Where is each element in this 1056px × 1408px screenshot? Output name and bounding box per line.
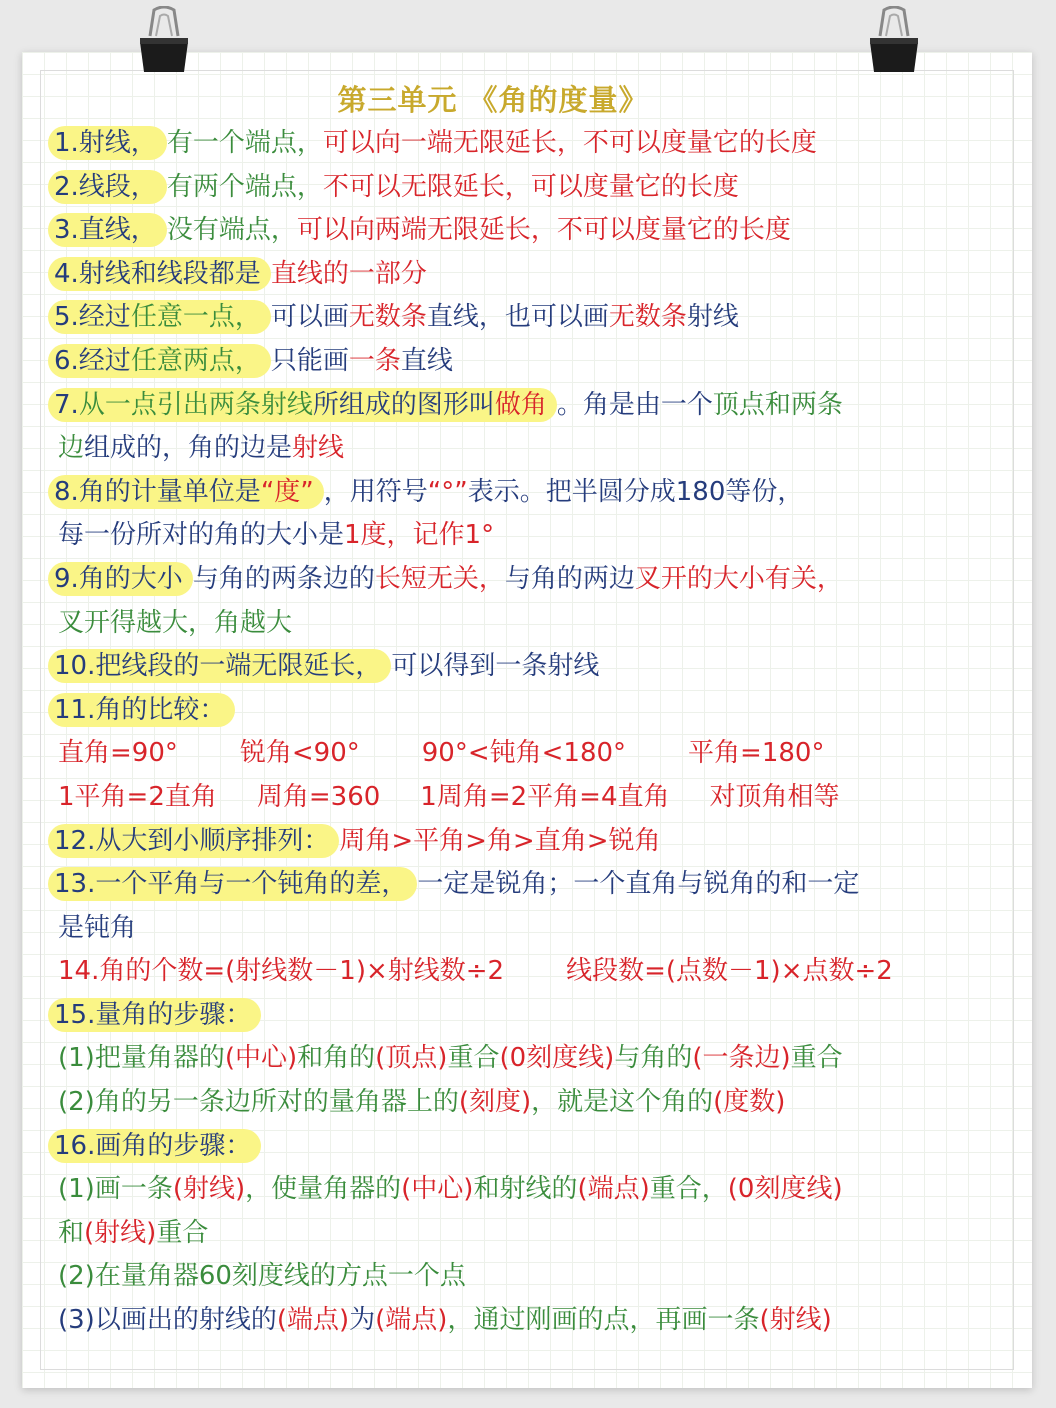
list-item: 12.从大到小顺序排列： 周角>平角>角>直角>锐角: [58, 820, 1008, 864]
list-item: 5.经过任意一点， 可以画无数条直线，也可以画无数条射线: [58, 296, 1008, 340]
item-number: 2.线段，: [48, 170, 167, 204]
item-number: 7.: [54, 389, 79, 420]
item-number: 11.角的比较：: [48, 693, 235, 727]
step-line: (2)在量角器60刻度线的方点一个点: [58, 1261, 466, 1292]
item-number: 4.射线和线段都是: [48, 257, 271, 291]
list-item-continued: 是钝角: [58, 912, 137, 943]
comparison-row-2: 1平角=2直角 周角=360 1周角=2平角=4直角 对顶角相等: [58, 781, 840, 812]
step-line: (1)把量角器的(中心)和角的(顶点)重合(0刻度线)与角的(一条边)重合: [58, 1043, 843, 1074]
notes-content: [54, 122, 1008, 1343]
list-item: [54, 1125, 1008, 1169]
item-number: 10.把线段的一端无限延长，: [48, 649, 391, 683]
list-item: [54, 994, 1008, 1038]
item-number: 6.经过: [54, 345, 131, 376]
item-number: 12.从大到小顺序排列：: [48, 824, 339, 858]
step-line: 和(射线)重合: [58, 1217, 209, 1248]
list-item: 8.角的计量单位是“度” ，用符号“°”表示。把半圆分成180等份，: [58, 471, 1008, 515]
list-item: 2.线段， 有两个端点，不可以无限延长，可以度量它的长度: [58, 166, 1008, 210]
item-number: 13.一个平角与一个钝角的差，: [48, 867, 417, 901]
item-number: 3.直线，: [48, 213, 167, 247]
step-line: (1)画一条(射线)，使量角器的(中心)和射线的(端点)重合，(0刻度线): [58, 1174, 843, 1205]
item-number: 16.画角的步骤：: [48, 1129, 261, 1163]
binder-clip-icon: [136, 6, 192, 72]
item-number: 8.角的计量单位是: [54, 476, 261, 507]
item-number: 15.量角的步骤：: [48, 998, 261, 1032]
list-item: 4.射线和线段都是 直线的一部分: [58, 253, 1008, 297]
step-line: (3)以画出的射线的(端点)为(端点)，通过刚画的点，再画一条(射线): [58, 1305, 832, 1336]
list-item: 14.角的个数=(射线数－1)×射线数÷2 线段数=(点数－1)×点数÷2: [58, 956, 893, 987]
list-item: 13.一个平角与一个钝角的差， 一定是锐角；一个直角与锐角的和一定: [58, 863, 1008, 907]
list-item-continued: 叉开得越大，角越大: [58, 607, 293, 638]
list-item: 9.角的大小 与角的两条边的长短无关，与角的两边叉开的大小有关，: [58, 558, 1008, 602]
list-item: 7.从一点引出两条射线所组成的图形叫做角 。角是由一个顶点和两条: [58, 384, 1008, 428]
list-item: 6.经过任意两点， 只能画一条直线: [58, 340, 1008, 384]
list-item: 10.把线段的一端无限延长， 可以得到一条射线: [58, 645, 1008, 689]
list-item: 3.直线， 没有端点，可以向两端无限延长，不可以度量它的长度: [58, 209, 1008, 253]
list-item-continued: 边组成的，角的边是射线: [58, 433, 345, 464]
step-line: (2)角的另一条边所对的量角器上的(刻度)，就是这个角的(度数): [58, 1087, 786, 1118]
comparison-row-1: 直角=90° 锐角<90° 90°<钝角<180° 平角=180°: [58, 738, 825, 769]
list-item: [54, 689, 1008, 733]
item-number: 1.射线，: [48, 126, 167, 160]
page-title: 第三单元 《角的度量》: [337, 83, 649, 117]
list-item-continued: 每一份所对的角的大小是1度，记作1°: [58, 520, 495, 551]
binder-clip-icon: [866, 6, 922, 72]
item-number: 5.经过: [54, 302, 131, 333]
item-number: 9.角的大小: [48, 562, 193, 596]
list-item: 1.射线， 有一个端点，可以向一端无限延长，不可以度量它的长度: [58, 122, 1008, 166]
